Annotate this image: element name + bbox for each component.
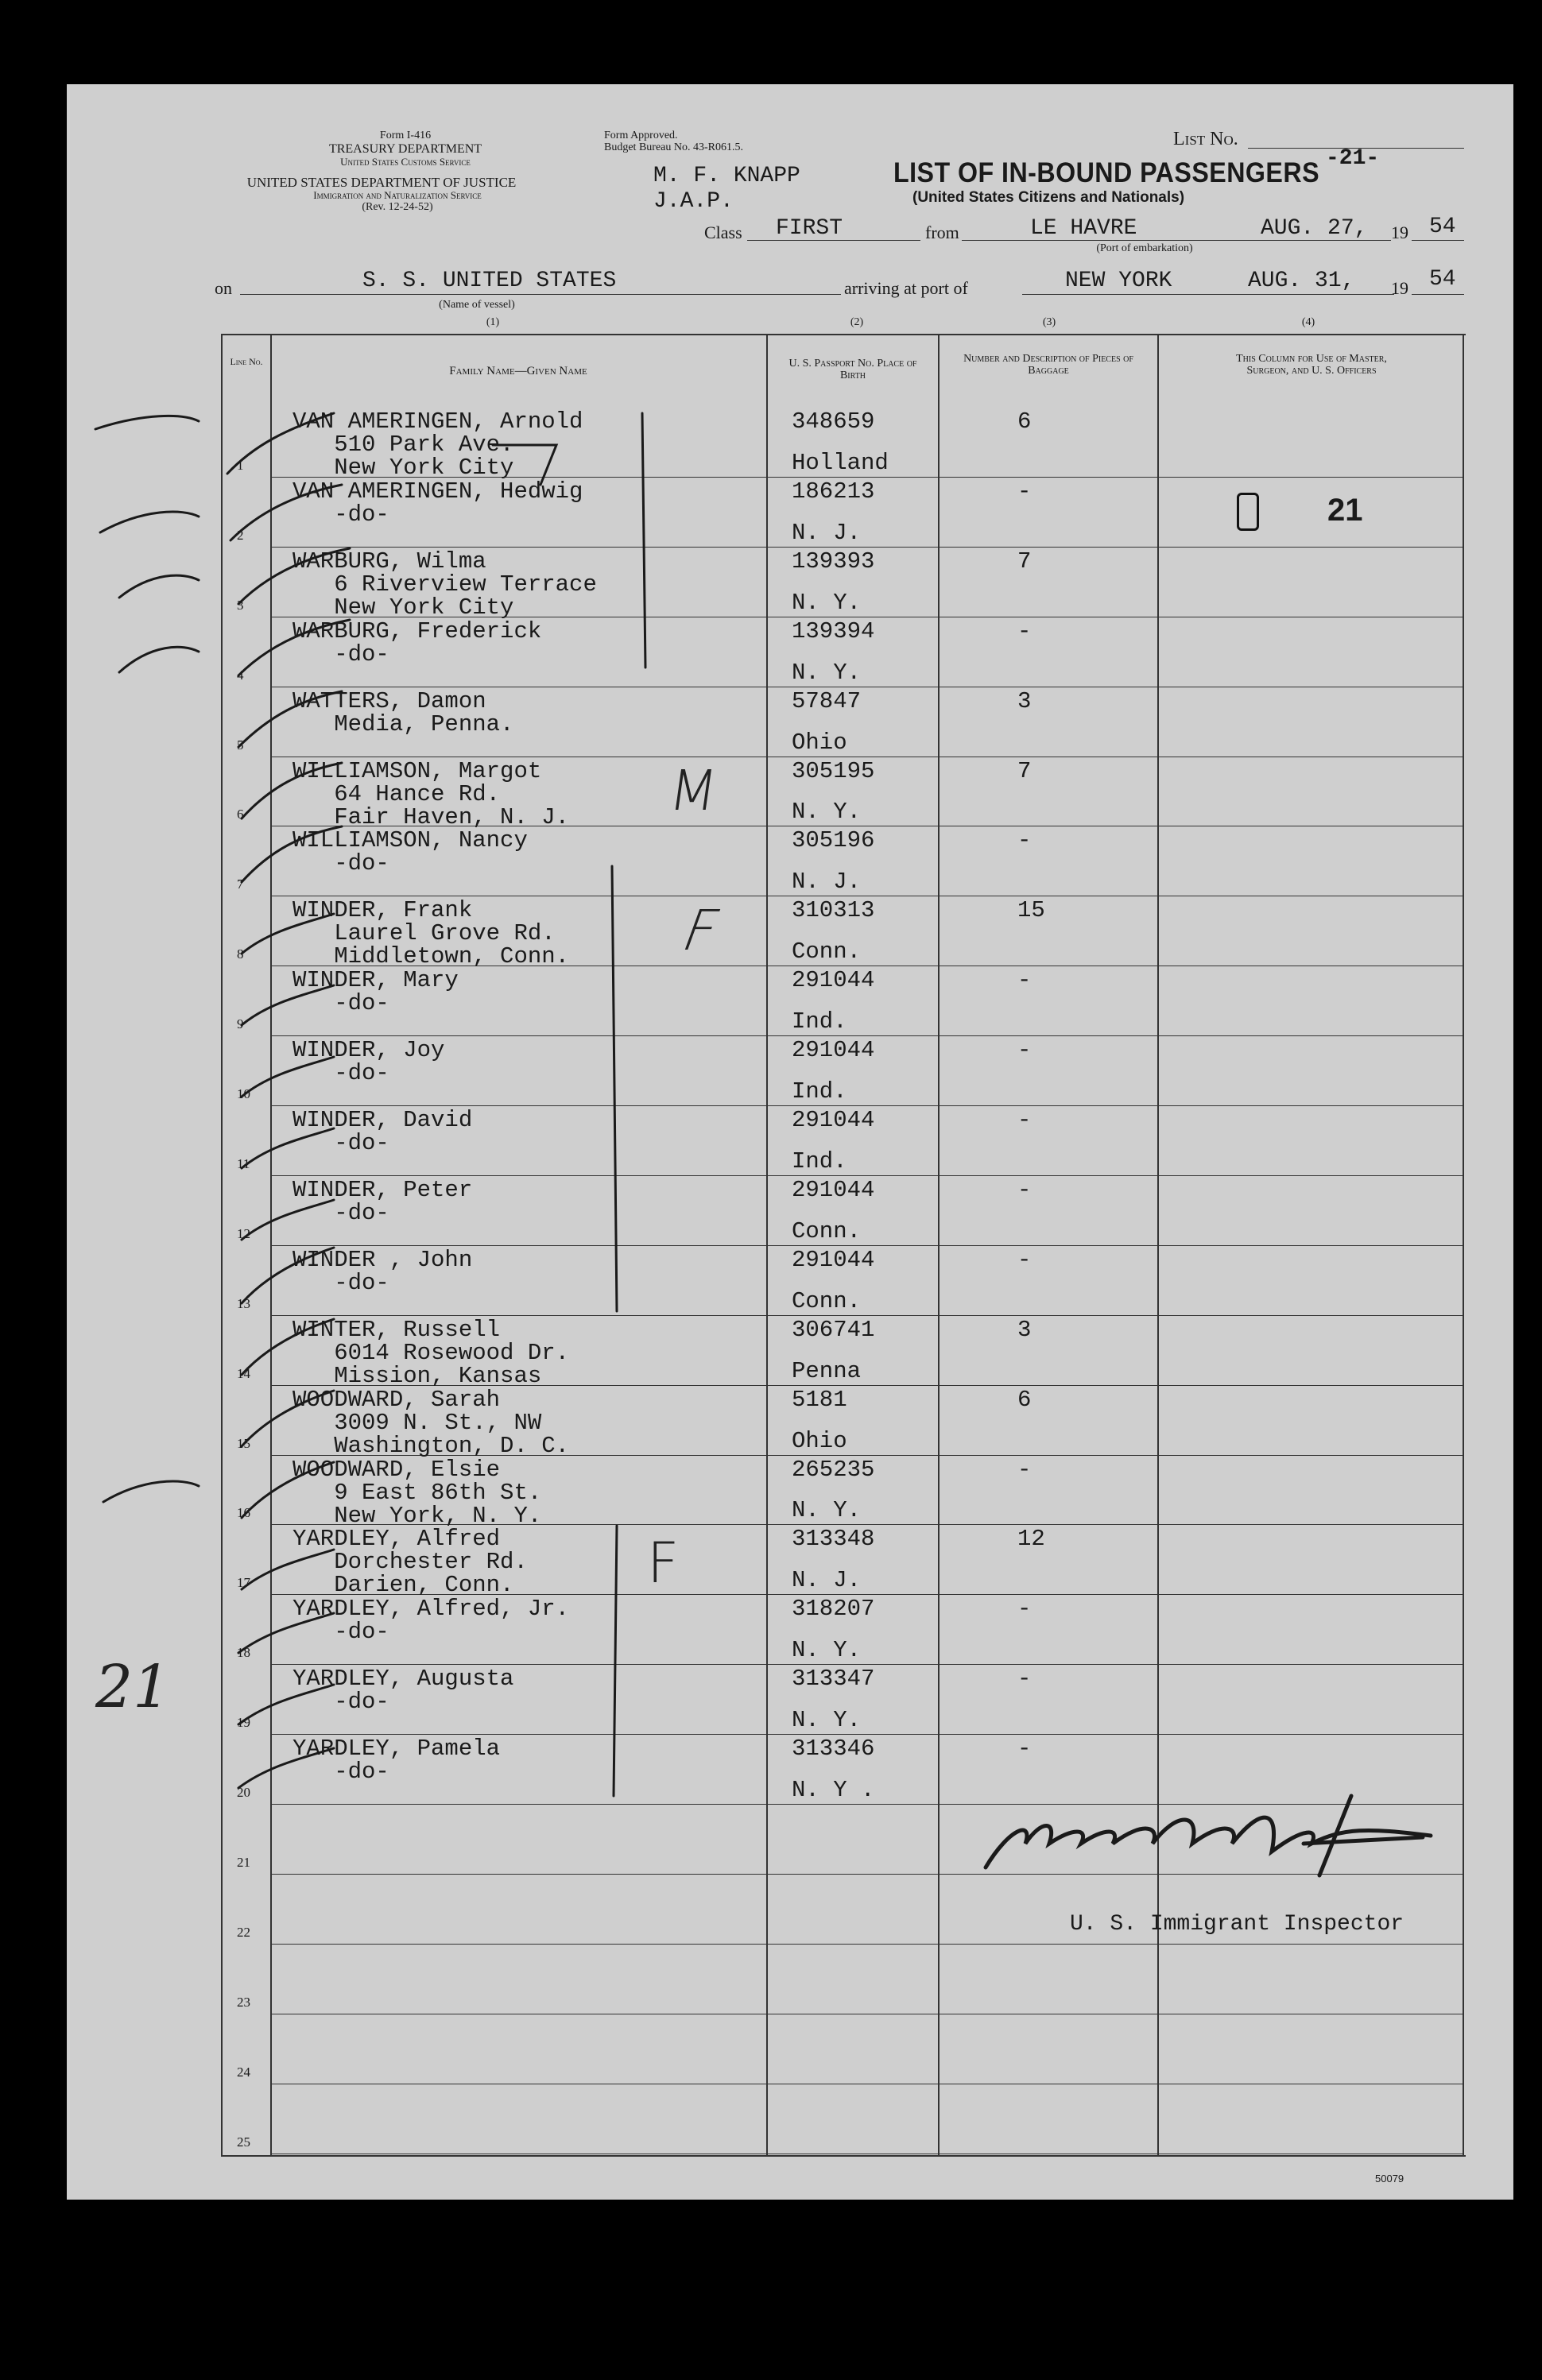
header-baggage: Number and Description of Pieces of Baggage <box>963 353 1133 377</box>
row-passport: 291044 <box>792 1037 875 1064</box>
list-no-label: List No. <box>1173 129 1238 149</box>
col-num-4: (4) <box>1301 316 1315 328</box>
arrival-port: NEW YORK <box>1065 269 1172 293</box>
arrival-underline <box>1022 294 1394 295</box>
class-label: Class <box>704 223 742 242</box>
row-line-number: 17 <box>237 1575 250 1591</box>
row-line-number: 11 <box>237 1155 250 1171</box>
row-name: WARBURG, Frederick -do- <box>293 617 542 668</box>
row-passport: 291044 <box>792 967 875 994</box>
row-line-number: 2 <box>237 527 244 543</box>
row-line-number: 13 <box>237 1295 250 1311</box>
row-passport: 305196 <box>792 827 875 854</box>
row-baggage: - <box>1017 1736 1032 1763</box>
row-baggage: 15 <box>1017 897 1045 924</box>
row-passport: 305195 <box>792 757 875 784</box>
revision-date: (Rev. 12-24-52) <box>362 201 433 213</box>
row-name: WILLIAMSON, Nancy -do- <box>293 827 528 877</box>
vessel-underline <box>240 294 841 295</box>
row-baggage: - <box>1017 1246 1032 1273</box>
row-rule <box>270 1944 1464 1945</box>
row-birthplace: Conn. <box>792 1287 862 1314</box>
row-line-number: 3 <box>237 597 244 613</box>
row-name: YARDLEY, Alfred, Jr. -do- <box>293 1596 570 1646</box>
row-line-number: 18 <box>237 1645 250 1661</box>
departure-year: 54 <box>1429 215 1456 239</box>
departure-year-prefix: 19 <box>1391 223 1408 242</box>
row-line-number: 24 <box>237 2064 250 2080</box>
row-passport: 313347 <box>792 1666 875 1693</box>
embark-port: LE HAVRE <box>1030 216 1137 241</box>
row-name: WARBURG, Wilma 6 Riverview Terrace New York City <box>293 548 597 621</box>
budget-bureau: Budget Bureau No. 43-R061.5. <box>604 141 743 153</box>
customs-service: United States Customs Service <box>340 156 471 168</box>
row-line-number: 23 <box>237 1994 250 2010</box>
handmark-f2: F <box>647 1531 680 1596</box>
row-name: WINDER , John -do- <box>293 1246 473 1296</box>
row-rule <box>270 1105 1464 1106</box>
arriving-label: arriving at port of <box>844 278 968 298</box>
row-line-number: 21 <box>237 1854 250 1870</box>
row-rule <box>270 1874 1464 1875</box>
row-name: WILLIAMSON, Margot 64 Hance Rd. Fair Haven, N. J. <box>293 757 570 830</box>
row-line-number: 4 <box>237 667 244 683</box>
row-rule <box>270 547 1464 548</box>
row-birthplace: Ind. <box>792 1078 847 1105</box>
header-name: Family Name—Given Name <box>449 365 587 377</box>
row-baggage: - <box>1017 1456 1032 1483</box>
arrival-year: 54 <box>1429 267 1456 292</box>
row-baggage: - <box>1017 1666 1032 1693</box>
table-bottom-rule <box>221 2155 1466 2157</box>
row-name: YARDLEY, Alfred Dorchester Rd. Darien, Conn. <box>293 1526 528 1599</box>
row-baggage: - <box>1017 967 1032 994</box>
port-embark-note: (Port of embarkation) <box>1096 242 1193 254</box>
row-passport: 291044 <box>792 1176 875 1203</box>
row-passport: 348659 <box>792 408 875 435</box>
row-line-number: 14 <box>237 1365 250 1381</box>
row-passport: 57847 <box>792 687 862 714</box>
row-birthplace: N. Y. <box>792 1497 862 1524</box>
row-name: YARDLEY, Pamela -do- <box>293 1736 501 1786</box>
row-birthplace: Holland <box>792 449 889 476</box>
col-num-1: (1) <box>486 316 500 328</box>
list-number: -21- <box>1326 146 1380 171</box>
row-passport: 291044 <box>792 1107 875 1133</box>
row-rule <box>270 1804 1464 1805</box>
row-passport: 313348 <box>792 1526 875 1553</box>
row-rule <box>270 1315 1464 1316</box>
row-name: VAN AMERINGEN, Arnold 510 Park Ave. New York City <box>293 408 583 481</box>
table-left-rule <box>221 334 223 2155</box>
arrival-date: AUG. 31, <box>1248 269 1355 293</box>
row-baggage: - <box>1017 827 1032 854</box>
form-approved: Form Approved. <box>604 130 678 141</box>
row-line-number: 8 <box>237 946 244 962</box>
row-name: WATTERS, Damon Media, Penna. <box>293 687 514 737</box>
row-passport: 306741 <box>792 1316 875 1343</box>
row-baggage: 3 <box>1017 687 1032 714</box>
vessel-note: (Name of vessel) <box>439 299 515 311</box>
row-baggage: - <box>1017 478 1032 505</box>
form-title: LIST OF IN-BOUND PASSENGERS <box>893 157 1320 188</box>
class-value: FIRST <box>776 216 843 241</box>
row-line-number: 16 <box>237 1505 250 1521</box>
row-line-number: 7 <box>237 877 244 892</box>
row-baggage: 12 <box>1017 1526 1045 1553</box>
officer-name: M. F. KNAPP <box>653 164 800 188</box>
row-name: WOODWARD, Elsie 9 East 86th St. New York, N. Y. <box>293 1456 542 1529</box>
year-underline <box>1412 240 1464 241</box>
row-birthplace: N. Y. <box>792 1707 862 1734</box>
row-name: YARDLEY, Augusta -do- <box>293 1666 514 1716</box>
row-passport: 139393 <box>792 548 875 575</box>
row-line-number: 1 <box>237 457 244 473</box>
row-passport: 313346 <box>792 1736 875 1763</box>
row-name: WINDER, Mary -do- <box>293 967 459 1017</box>
row-birthplace: N. J. <box>792 869 862 896</box>
arrival-year-prefix: 19 <box>1391 278 1408 298</box>
row-baggage: - <box>1017 1596 1032 1623</box>
officer-stamp-count: 21 <box>1327 493 1363 528</box>
handwritten-margin-note: 21 <box>95 1653 171 1721</box>
row-rule <box>270 1245 1464 1246</box>
row-name: VAN AMERINGEN, Hedwig -do- <box>293 478 583 528</box>
row-passport: 318207 <box>792 1596 875 1623</box>
manifest-sheet <box>67 84 1513 2200</box>
row-rule <box>270 1734 1464 1735</box>
row-baggage: 3 <box>1017 1316 1032 1343</box>
row-rule <box>270 1175 1464 1176</box>
stamp-mark-icon <box>1237 493 1259 531</box>
row-name: WINDER, David -do- <box>293 1107 473 1156</box>
row-baggage: - <box>1017 1037 1032 1064</box>
row-birthplace: N. Y . <box>792 1777 875 1803</box>
row-line-number: 12 <box>237 1225 250 1241</box>
form-number: Form I-416 <box>379 130 432 141</box>
row-birthplace: Penna <box>792 1357 862 1384</box>
row-birthplace: N. Y. <box>792 659 862 686</box>
row-baggage: - <box>1017 1176 1032 1203</box>
row-birthplace: N. J. <box>792 519 862 546</box>
row-line-number: 25 <box>237 2134 250 2150</box>
row-line-number: 22 <box>237 1924 250 1940</box>
header-line-no: Line No. <box>230 356 263 367</box>
row-baggage: - <box>1017 617 1032 644</box>
row-line-number: 6 <box>237 807 244 822</box>
row-name: WINDER, Peter -do- <box>293 1176 473 1226</box>
header-officers: This Column for Use of Master, Surgeon, and U. S. Officers <box>1236 353 1387 377</box>
row-line-number: 5 <box>237 737 244 753</box>
row-passport: 265235 <box>792 1456 875 1483</box>
row-birthplace: N. Y. <box>792 1637 862 1664</box>
row-name: WINDER, Joy -do- <box>293 1037 445 1087</box>
row-birthplace: Ohio <box>792 729 847 756</box>
row-name: WOODWARD, Sarah 3009 N. St., NW Washington, D. C. <box>293 1386 570 1459</box>
row-rule <box>270 1035 1464 1036</box>
col-num-3: (3) <box>1042 316 1056 328</box>
ins-service: Immigration and Naturalization Service <box>313 189 482 201</box>
vessel-name: S. S. UNITED STATES <box>362 269 617 293</box>
row-name: WINDER, Frank Laurel Grove Rd. Middletown, Conn. <box>293 897 570 970</box>
row-birthplace: Ind. <box>792 1147 847 1175</box>
handmark-f1: F <box>673 898 730 963</box>
on-label: on <box>215 278 232 298</box>
departure-date: AUG. 27, <box>1261 216 1368 241</box>
row-line-number: 10 <box>237 1086 250 1101</box>
department-justice: UNITED STATES DEPARTMENT OF JUSTICE <box>246 175 517 190</box>
row-line-number: 15 <box>237 1435 250 1451</box>
row-name: WINTER, Russell 6014 Rosewood Dr. Mission, Kansas <box>293 1316 570 1389</box>
row-passport: 291044 <box>792 1246 875 1273</box>
row-baggage: 7 <box>1017 548 1032 575</box>
row-passport: 186213 <box>792 478 875 505</box>
header-passport: U. S. Passport No. Place of Birth <box>788 358 917 381</box>
row-line-number: 9 <box>237 1016 244 1032</box>
arrival-year-underline <box>1412 294 1464 295</box>
department-treasury: TREASURY DEPARTMENT <box>328 142 482 156</box>
form-subtitle: (United States Citizens and Nationals) <box>912 189 1185 206</box>
row-baggage: - <box>1017 1107 1032 1133</box>
print-code: 50079 <box>1375 2173 1404 2185</box>
from-label: from <box>925 223 959 242</box>
table-top-rule <box>221 334 1466 335</box>
row-birthplace: N. Y. <box>792 799 862 826</box>
row-baggage: 6 <box>1017 1386 1032 1413</box>
row-passport: 139394 <box>792 617 875 644</box>
row-line-number: 20 <box>237 1785 250 1800</box>
row-birthplace: Conn. <box>792 1217 862 1244</box>
handmark-m: M <box>664 758 723 823</box>
row-baggage: 7 <box>1017 757 1032 784</box>
row-line-number: 19 <box>237 1715 250 1731</box>
row-baggage: 6 <box>1017 408 1032 435</box>
row-birthplace: Conn. <box>792 938 862 966</box>
col-num-2: (2) <box>850 316 864 328</box>
row-birthplace: Ohio <box>792 1427 847 1454</box>
row-passport: 310313 <box>792 897 875 924</box>
inspector-title: U. S. Immigrant Inspector <box>1070 1912 1404 1937</box>
row-rule <box>270 1664 1464 1665</box>
row-birthplace: N. J. <box>792 1567 862 1594</box>
row-birthplace: N. Y. <box>792 589 862 616</box>
row-passport: 5181 <box>792 1386 847 1413</box>
row-birthplace: Ind. <box>792 1008 847 1035</box>
officer-initials: J.A.P. <box>653 189 734 214</box>
